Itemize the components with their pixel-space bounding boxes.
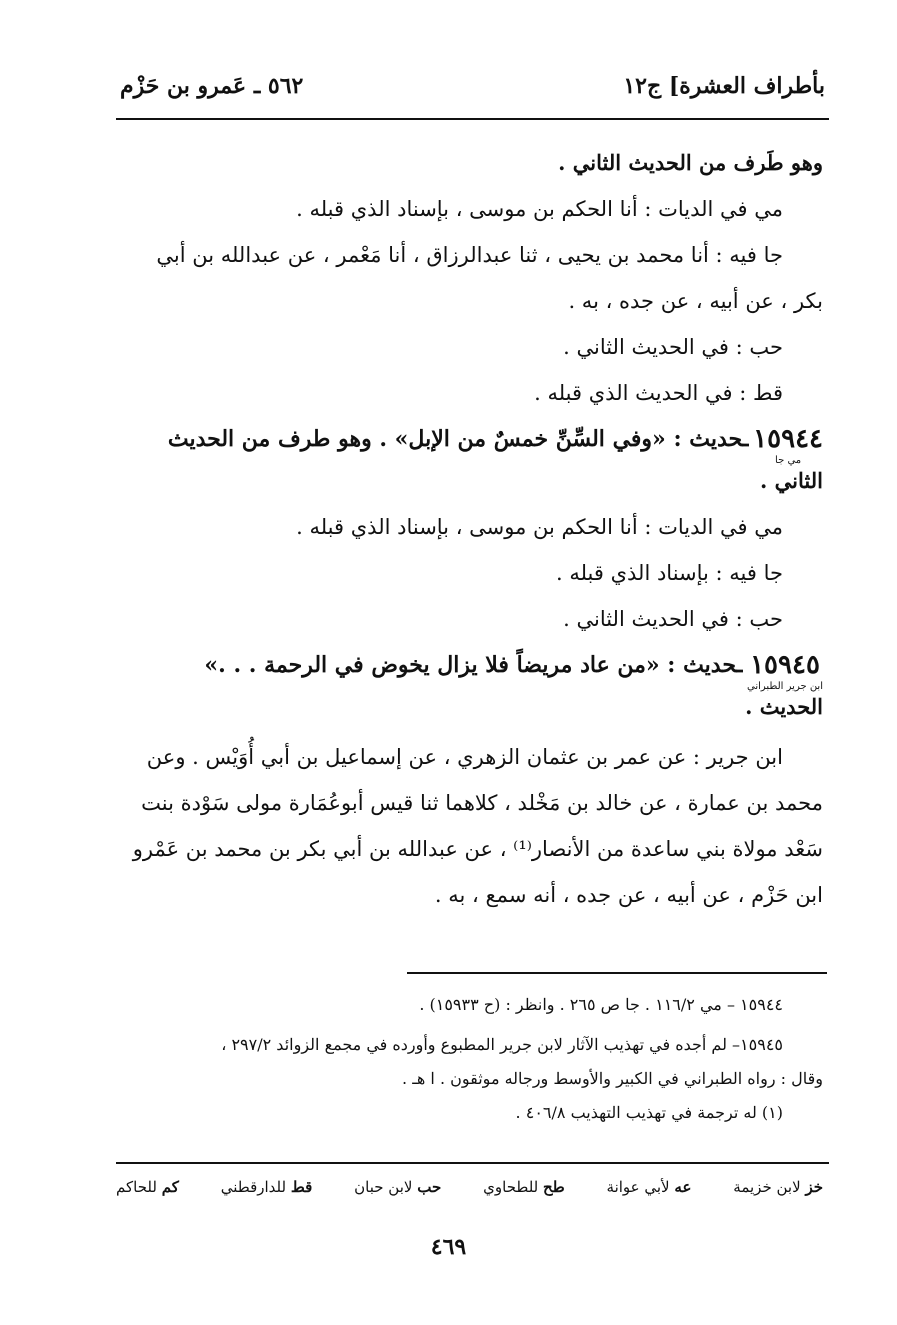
- text-line: محمد بن عمارة ، عن خالد بن مَخْلد ، كلاهما ثنا قيس أبوعُمَارة مولى سَوْدة بنت: [141, 791, 823, 815]
- text-line: بكر ، عن أبيه ، عن جده ، به .: [568, 289, 823, 313]
- entry-title-cont: الحديث .: [745, 694, 823, 719]
- text-line: حب : في الحديث الثاني .: [563, 607, 783, 631]
- abbr-code: حب: [417, 1178, 442, 1196]
- footnote-rule: [407, 972, 827, 974]
- footnotes: [110, 985, 823, 1133]
- footnote-line: ١٥٩٤٤ – مي ١١٦/٢ . جا ص ٢٦٥ . وانظر : (ح ١٥٩٣٣) .: [419, 995, 783, 1014]
- abbr-item: [607, 1178, 692, 1196]
- text-line: جا فيه : بإسناد الذي قبله .: [555, 561, 783, 585]
- abbr-code: طح: [543, 1178, 565, 1196]
- entry-title-cont: الثاني .: [760, 468, 823, 493]
- entry-sources: ابن جرير الطبراني: [747, 681, 823, 692]
- text-line: ابن جرير : عن عمر بن عثمان الزهري ، عن إسماعيل بن أبي أُوَيْس . وعن: [146, 745, 783, 769]
- footnote-line: (١) له ترجمة في تهذيب التهذيب ٤٠٦/٨ .: [515, 1103, 783, 1122]
- main-text: [116, 140, 823, 918]
- entry-number-text: ١٥٩٤٥: [750, 650, 820, 680]
- header-chapter: ٥٦٢ ـ عَمرو بن حَزْم: [120, 73, 304, 99]
- page-number: ٤٦٩: [430, 1234, 467, 1260]
- abbr-code: كم: [161, 1178, 179, 1196]
- abbr-code: قط: [290, 1178, 313, 1196]
- text-line: سَعْد مولاة بني ساعدة من الأنصار⁽¹⁾ ، عن عبدالله بن أبي بكر بن محمد بن عَمْرو: [132, 837, 823, 861]
- abbr-name: لابن حبان: [354, 1178, 413, 1196]
- entry-title: ـحديث : «وفي السِّنِّ خمسٌ من الإبل» . وهو طرف من الحديث: [167, 426, 750, 452]
- text-line: حب : في الحديث الثاني .: [563, 335, 783, 359]
- abbr-item: [116, 1178, 179, 1196]
- text-line: مي في الديات : أنا الحكم بن موسى ، بإسناد الذي قبله .: [296, 515, 783, 539]
- entry-number: [753, 416, 823, 466]
- abbr-item: [483, 1178, 564, 1196]
- header-rule: [116, 118, 829, 120]
- footer-rule: [116, 1162, 829, 1164]
- entry-title: ـحديث : «من عاد مريضاً فلا يزال يخوض في الرحمة . . .»: [204, 652, 743, 678]
- entry-number-text: ١٥٩٤٤: [753, 424, 823, 454]
- footnote-line: ١٥٩٤٥– لم أجده في تهذيب الآثار لابن جرير المطبوع وأورده في مجمع الزوائد ٢٩٧/٢ ،: [221, 1035, 783, 1054]
- abbreviation-key: [116, 1178, 823, 1196]
- text-line: قط : في الحديث الذي قبله .: [534, 381, 783, 405]
- running-header: [120, 66, 825, 106]
- text-line: وهو طَرف من الحديث الثاني .: [558, 150, 823, 175]
- text-line: جا فيه : أنا محمد بن يحيى ، ثنا عبدالرزاق ، أنا مَعْمر ، عن عبدالله بن أبي: [156, 243, 783, 267]
- entry-sources: مي جا: [775, 455, 802, 466]
- abbr-name: للطحاوي: [483, 1178, 539, 1196]
- abbr-name: للحاكم: [116, 1178, 157, 1196]
- text-line: ابن حَزْم ، عن أبيه ، عن جده ، أنه سمع ، به .: [434, 883, 823, 907]
- abbr-item: [221, 1178, 313, 1196]
- abbr-item: [733, 1178, 823, 1196]
- header-book-title: بأطراف العشرة] ج١٢: [623, 73, 825, 99]
- abbr-name: لأبي عوانة: [606, 1178, 670, 1196]
- abbr-name: للدارقطني: [220, 1178, 287, 1196]
- abbr-code: خز: [805, 1178, 823, 1196]
- entry-number: [747, 642, 823, 692]
- abbr-item: [354, 1178, 441, 1196]
- hadith-entry-15944: [116, 416, 823, 466]
- abbr-code: عه: [674, 1178, 692, 1196]
- footnote-line: وقال : رواه الطبراني في الكبير والأوسط ورجاله موثقون . ا هـ .: [402, 1069, 823, 1088]
- hadith-entry-15945: [116, 642, 823, 692]
- text-line: مي في الديات : أنا الحكم بن موسى ، بإسناد الذي قبله .: [296, 197, 783, 221]
- abbr-name: لابن خزيمة: [733, 1178, 801, 1196]
